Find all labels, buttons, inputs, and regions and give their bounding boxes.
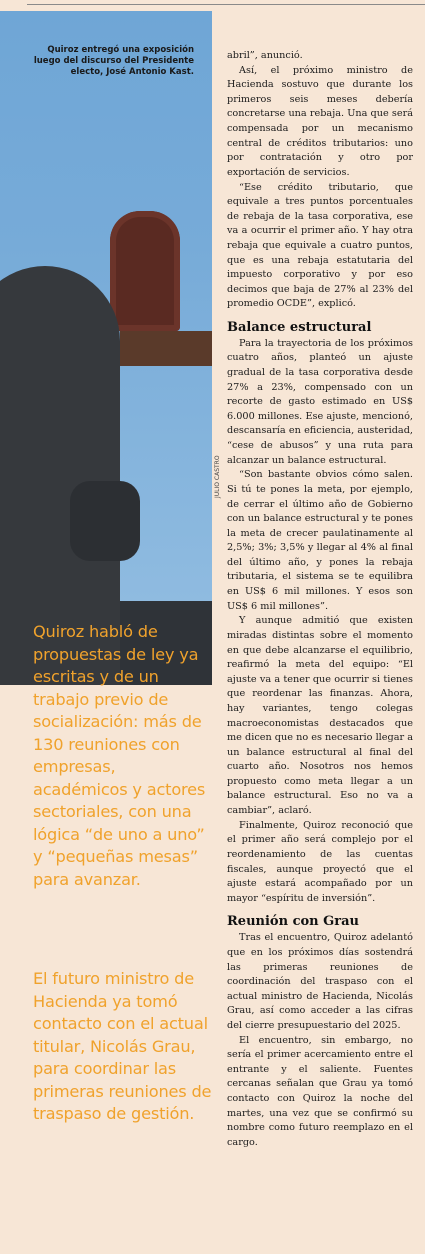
article-paragraph: Finalmente, Quiroz reconoció que el primer año será complejo por el reordenamiento de las cuentas fiscales, aunque proyectó que el ajuste estará acompañado por un mayor “espíritu de inversión”.: [227, 819, 413, 904]
photo-credit-text: JULIO CASTRO: [214, 455, 221, 498]
article-paragraph: “Ese crédito tributario, que equivale a tres puntos porcentuales de rebaja de la tasa corporativa, ese va a ocurrir el primer año. Y hay otra rebaja que equivale a cuatro puntos, que es una rebaja estatutaria del impuesto corporativo y por eso decimos que baja de 27% al 23% del promedio OCDE”, explicó.: [227, 181, 413, 310]
section-heading: Balance estructural: [227, 319, 372, 335]
photo-table: [120, 331, 212, 366]
article-column: [227, 49, 413, 1150]
article-paragraph: abril”, anunció.: [227, 50, 303, 61]
article-paragraph: Así, el próximo ministro de Hacienda sostuvo que durante los primeros seis meses debería concretarse una rebaja. Una que será compensada por un mecanismo central de créditos tributarios: uno por contratación y otro por exportación de servicios.: [227, 64, 413, 178]
article-paragraph: El encuentro, sin embargo, no sería el primer acercamiento entre el entrante y el saliente. Fuentes cercanas señalan que Grau ya tomó contacto con Quiroz la noche del martes, una vez que se confirmó su nombre como futuro reemplazo en el cargo.: [227, 1034, 413, 1148]
pull-quote: El futuro ministro de Hacienda ya tomó contacto con el actual titular, Nicolás Grau, para coordinar las primeras reuniones de traspaso de gestión.: [33, 969, 212, 1123]
article-paragraph: Para la trayectoria de los próximos cuatro años, planteó un ajuste gradual de la tasa corporativa desde 27% a 23%, compensado con un recorte de gasto estimado en US$ 6.000 millones. Ese ajuste, mencionó, descansaría en eficiencia, austeridad, “cese de abusos” y una ruta para alcanzar un balance estructural.: [227, 337, 413, 466]
pull-quote: Quiroz habló de propuestas de ley ya escritas y de un trabajo previo de socialización: más de 130 reuniones con empresas, académicos y actores sectoriales, con una lógica “de uno a uno” y “pequeñas mesas” para avanzar.: [33, 622, 206, 889]
photo-credit: [214, 452, 223, 498]
photo-caption: Quiroz entregó una exposición luego del discurso del Presidente electo, José Antonio Kast.: [33, 45, 194, 77]
article-paragraph: Y aunque admitió que existen miradas distintas sobre el momento en que debe alcanzarse el equilibrio, reafirmó la meta del equipo: “El ajuste va a tener que ocurrir si tienes que reordenar las finanzas. Ahora, hay variantes, tengo colegas macroeconomistas destacados que me dicen que no es necesario llegar a un balance estructural al final del cuarto año. Nosotros nos hemos propuesto como meta llegar a un balance estructural. Eso no va a cambiar”, aclaró.: [227, 615, 413, 817]
article-paragraph: Tras el encuentro, Quiroz adelantó que en los próximos días sostendrá las primeras reuniones de coordinación del traspaso con el actual ministro de Hacienda, Nicolás Grau, así como acceder a las cifras del cierre presupuestario del 2025.: [227, 932, 413, 1031]
article-photo: [0, 11, 212, 685]
top-rule: [27, 4, 425, 5]
photo-chair: [110, 211, 180, 331]
section-heading: Reunión con Grau: [227, 914, 359, 930]
photo-person-arm: [70, 481, 140, 561]
article-paragraph: “Son bastante obvios cómo salen. Si tú te pones la meta, por ejemplo, de cerrar el último año de Gobierno con un balance estructural y te pones la meta de crecer paulatinamente al 2,5%; 3%; 3,5% y llegar al 4% al final del último año, y pones la rebaja tributaria, el sistema se te equilibra en US$ 6 mil millones. Y esos son US$ 6 mil millones”.: [227, 469, 413, 612]
